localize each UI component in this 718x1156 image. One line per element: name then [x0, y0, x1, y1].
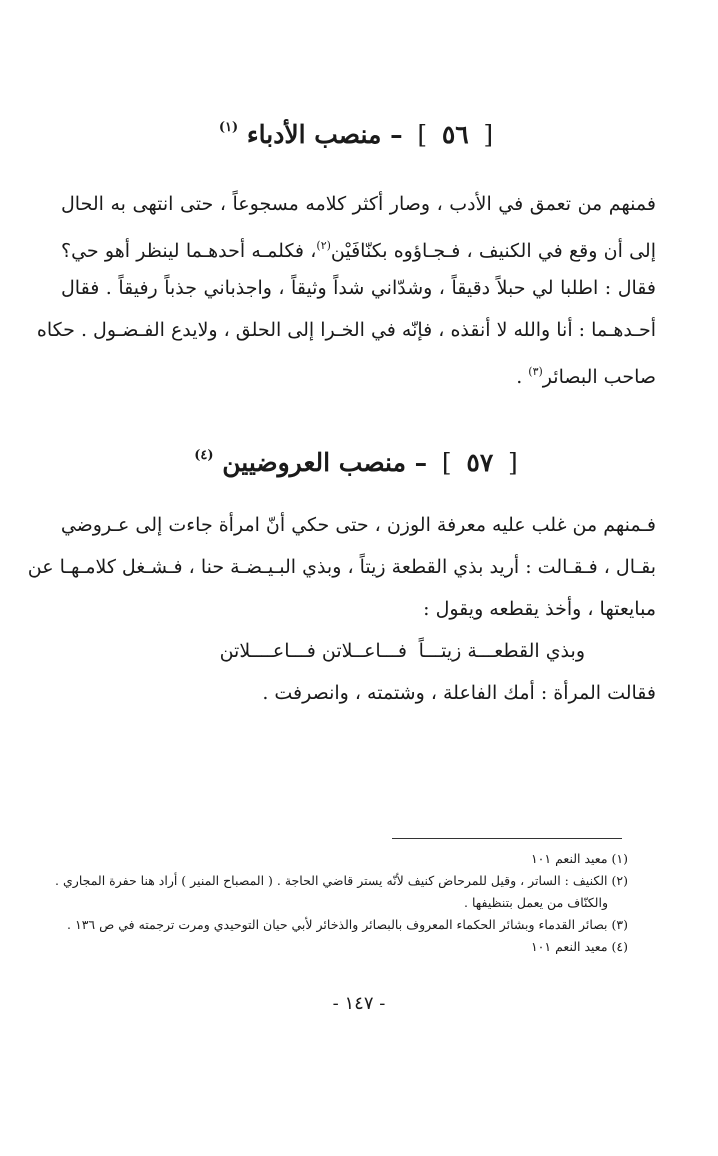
section-heading-57: [0, 448, 718, 477]
footnotes: [28, 848, 628, 958]
heading-bracket-open: [: [507, 448, 518, 477]
paragraph-57: [27, 504, 656, 630]
footnote-divider: [392, 838, 622, 839]
text-line: أحـدهـما : أنا والله لا أنقذه ، فإنّه في الخـرا إلى الحلق ، ولايدع الفـضـول . حكاه: [36, 319, 656, 341]
text-line: [61, 225, 656, 267]
footnote: والكنّاف من يعمل بتنظيفها .: [464, 895, 608, 910]
heading-bracket-open: [: [483, 120, 494, 149]
text-line: فـمنهم من غلب عليه معرفة الوزن ، حتى حكي أنّ امرأة جاءت إلى عـروضي: [60, 514, 656, 536]
footnote: (٤) معيد النعم ١٠١: [530, 939, 628, 954]
closing-paragraph: [61, 672, 656, 714]
footnote-ref: (٣): [528, 365, 543, 378]
page-number: - ١٤٧ -: [332, 993, 386, 1014]
text-line: [61, 351, 656, 393]
section-title: – منصب الأدباء: [246, 120, 403, 149]
text-line: مبايعتها ، وأخذ يقطعه ويقول :: [423, 598, 656, 620]
section-heading-56: [0, 120, 718, 149]
text-segment: ، فكلمـه أحدهـما لينظر أهو حي؟: [61, 240, 317, 262]
footnote-ref: (٤): [194, 448, 214, 463]
paragraph-56: [36, 183, 656, 393]
verse-line: [60, 630, 655, 672]
section-number: ٥٧: [466, 448, 494, 477]
text-segment: إلى أن وقع في الكنيف ، فـجـاؤوه بكنّافَيْن: [330, 240, 656, 262]
text-segment: .: [516, 366, 529, 388]
section-number: ٥٦: [441, 120, 469, 149]
footnote: (١) معيد النعم ١٠١: [530, 851, 628, 866]
text-line: بقـال ، فـقـالت : أريد بذي القطعة زيتاً ، وبذي البـيـضـة حنا ، فـشـغل كلامـهـا عن: [27, 556, 656, 578]
footnote: (٢) الكنيف : الساتر ، وقيل للمرحاض كنيف لأنّه يستر قاضي الحاجة . ( المصباح المنير ) أراد هنا حفرة المجاري .: [55, 873, 628, 888]
text-line: فمنهم من تعمق في الأدب ، وصار أكثر كلامه مسجوعاً ، حتى انتهى به الحال: [61, 193, 656, 215]
section-title: – منصب العروضيين: [222, 448, 428, 477]
footnote-ref: (١): [218, 120, 239, 135]
verse-hemistich: فـــاعــلاتن فـــاعــــلاتن: [219, 640, 407, 662]
text-line: فقال : اطلبا لي حبلاً دقيقاً ، وشدّاني شداً وثيقاً ، واجذباني جذباً رفيقاً . فقال: [61, 277, 656, 299]
footnote-ref: (٢): [316, 239, 331, 252]
heading-bracket-close: ]: [441, 448, 452, 477]
text-line: فقالت المرأة : أمك الفاعلة ، وشتمته ، وانصرفت .: [262, 682, 656, 704]
heading-bracket-close: ]: [417, 120, 428, 149]
verse-hemistich: وبذي القطعـــة زيتـــاً: [418, 640, 585, 662]
footnote: (٣) بصائر القدماء وبشائر الحكماء المعروف بالبصائر والذخائر لأبي حيان التوحيدي ومرت ترجمته في ص ١٣٦ .: [67, 917, 628, 932]
text-segment: صاحب البصائر: [542, 366, 656, 388]
